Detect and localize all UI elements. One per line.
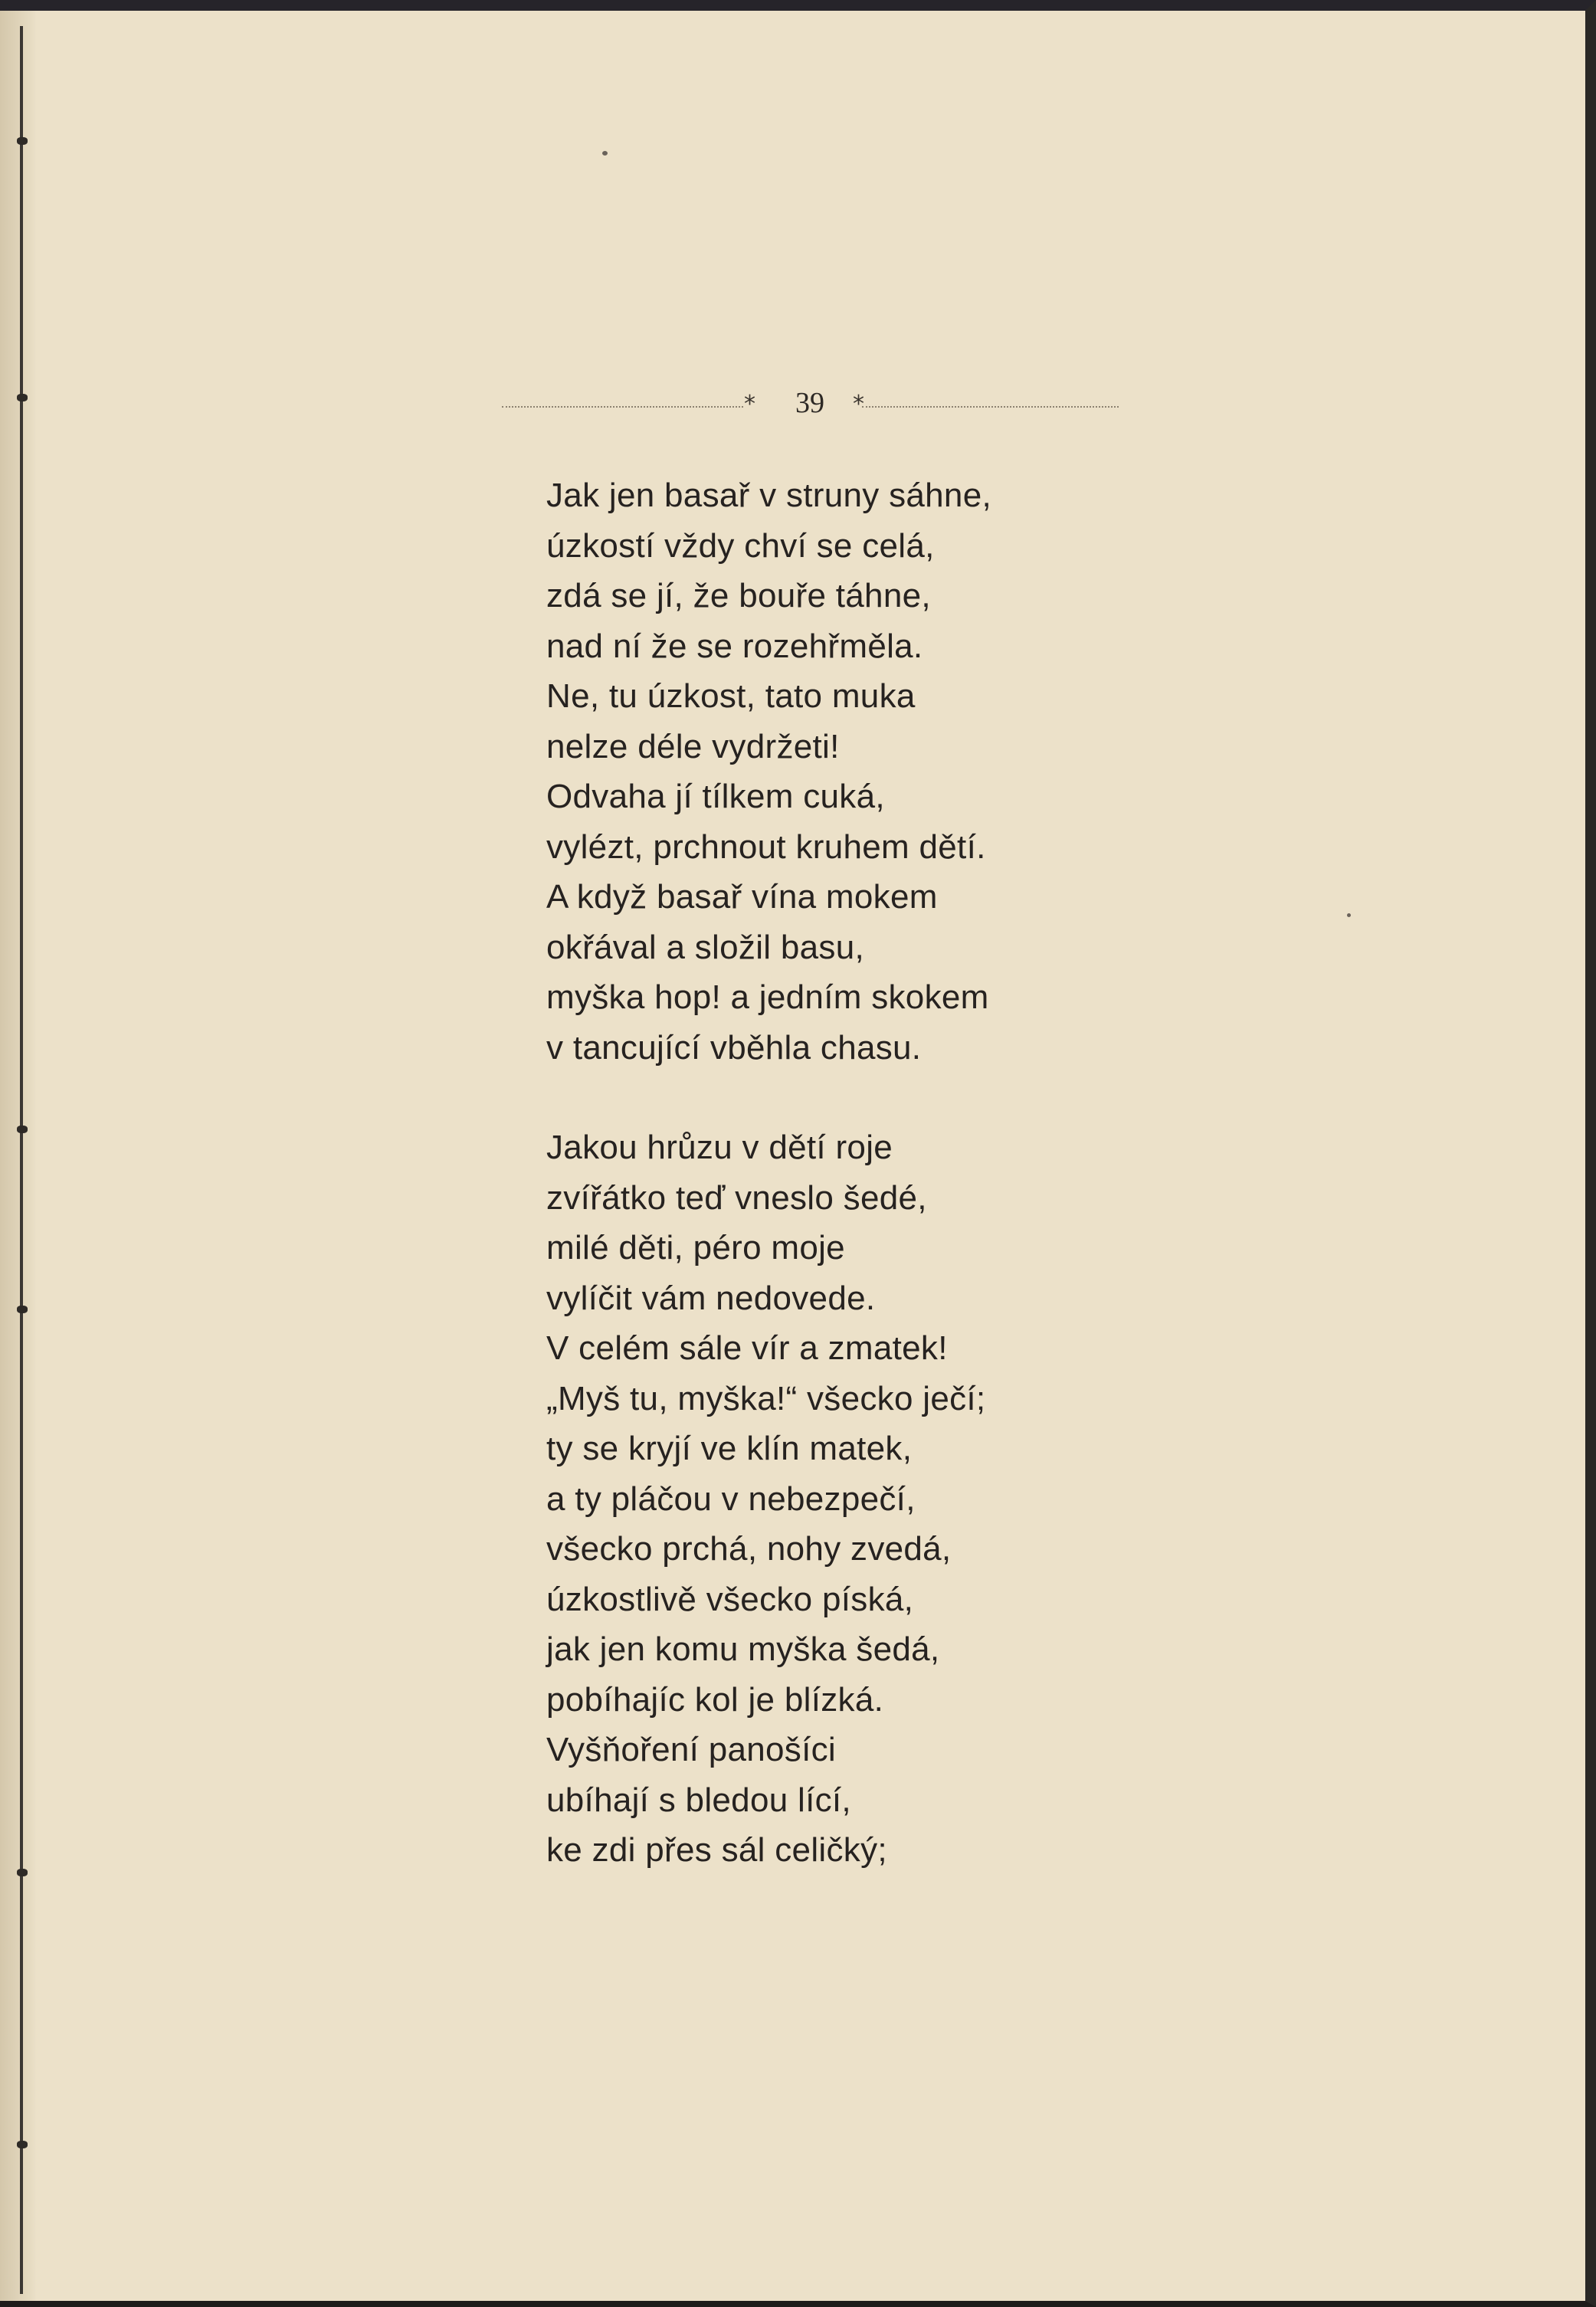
verse-line: zdá se jí, že bouře táhne, xyxy=(546,577,931,614)
verse-line: pobíhajíc kol je blízká. xyxy=(546,1680,884,1719)
verse-line: ty se kryjí ve klín matek, xyxy=(546,1430,913,1467)
verse-line: ke zdi přes sál celičký; xyxy=(546,1831,887,1869)
dotted-rule-left xyxy=(502,406,743,408)
verse-line: jak jen komu myška šedá, xyxy=(546,1630,940,1668)
page-number: 39 xyxy=(795,387,824,419)
verse-line: Ne, tu úzkost, tato muka xyxy=(546,677,916,715)
verse-line: v tancující vběhla chasu. xyxy=(546,1028,922,1067)
verse-line: Jakou hrůzu v dětí roje xyxy=(546,1129,893,1166)
verse-line: úzkostlivě všecko píská, xyxy=(546,1580,914,1618)
verse-line: nad ní že se rozehřměla. xyxy=(546,627,923,665)
binding-edge xyxy=(20,26,23,2294)
stanza-1 xyxy=(546,470,1129,1073)
verse-line: Jak jen basař v struny sáhne, xyxy=(546,477,992,514)
binding-gutter xyxy=(0,11,37,2301)
stanza-2 xyxy=(546,1122,1129,1876)
verse-line: nelze déle vydržeti! xyxy=(546,727,840,765)
paper-speck xyxy=(602,151,608,156)
verse-line: Vyšňoření panošíci xyxy=(546,1731,836,1768)
ornament-star-left: * xyxy=(744,391,755,418)
binding-stitch xyxy=(17,1869,28,1876)
running-head xyxy=(502,386,1119,424)
paper-speck xyxy=(1347,913,1351,917)
verse-line: všecko prchá, nohy zvedá, xyxy=(546,1530,952,1568)
verse-line: vylézt, prchnout kruhem dětí. xyxy=(546,827,986,866)
verse-line: milé děti, péro moje xyxy=(546,1229,845,1267)
binding-stitch xyxy=(17,1126,28,1133)
verse-line: ubíhají s bledou lící, xyxy=(546,1781,851,1819)
binding-stitch xyxy=(17,394,28,401)
poem-text xyxy=(546,470,1129,1876)
verse-line: zvířátko teď vneslo šedé, xyxy=(546,1178,927,1217)
verse-line: úzkostí vždy chví se celá, xyxy=(546,526,935,565)
binding-stitch xyxy=(17,2141,28,2148)
verse-line: a ty pláčou v nebezpečí, xyxy=(546,1480,916,1518)
verse-line: myška hop! a jedním skokem xyxy=(546,978,989,1016)
binding-stitch xyxy=(17,137,28,145)
binding-stitch xyxy=(17,1306,28,1313)
verse-line: „Myš tu, myška!“ všecko ječí; xyxy=(546,1379,986,1417)
dotted-rule-right xyxy=(862,406,1119,408)
verse-line: A když basař vína mokem xyxy=(546,878,938,916)
verse-line: V celém sále vír a zmatek! xyxy=(546,1329,948,1367)
verse-line: okřával a složil basu, xyxy=(546,928,865,966)
verse-line: vylíčit vám nedovede. xyxy=(546,1279,876,1317)
verse-line: Odvaha jí tílkem cuká, xyxy=(546,778,885,815)
ornament-star-right: * xyxy=(853,391,864,418)
